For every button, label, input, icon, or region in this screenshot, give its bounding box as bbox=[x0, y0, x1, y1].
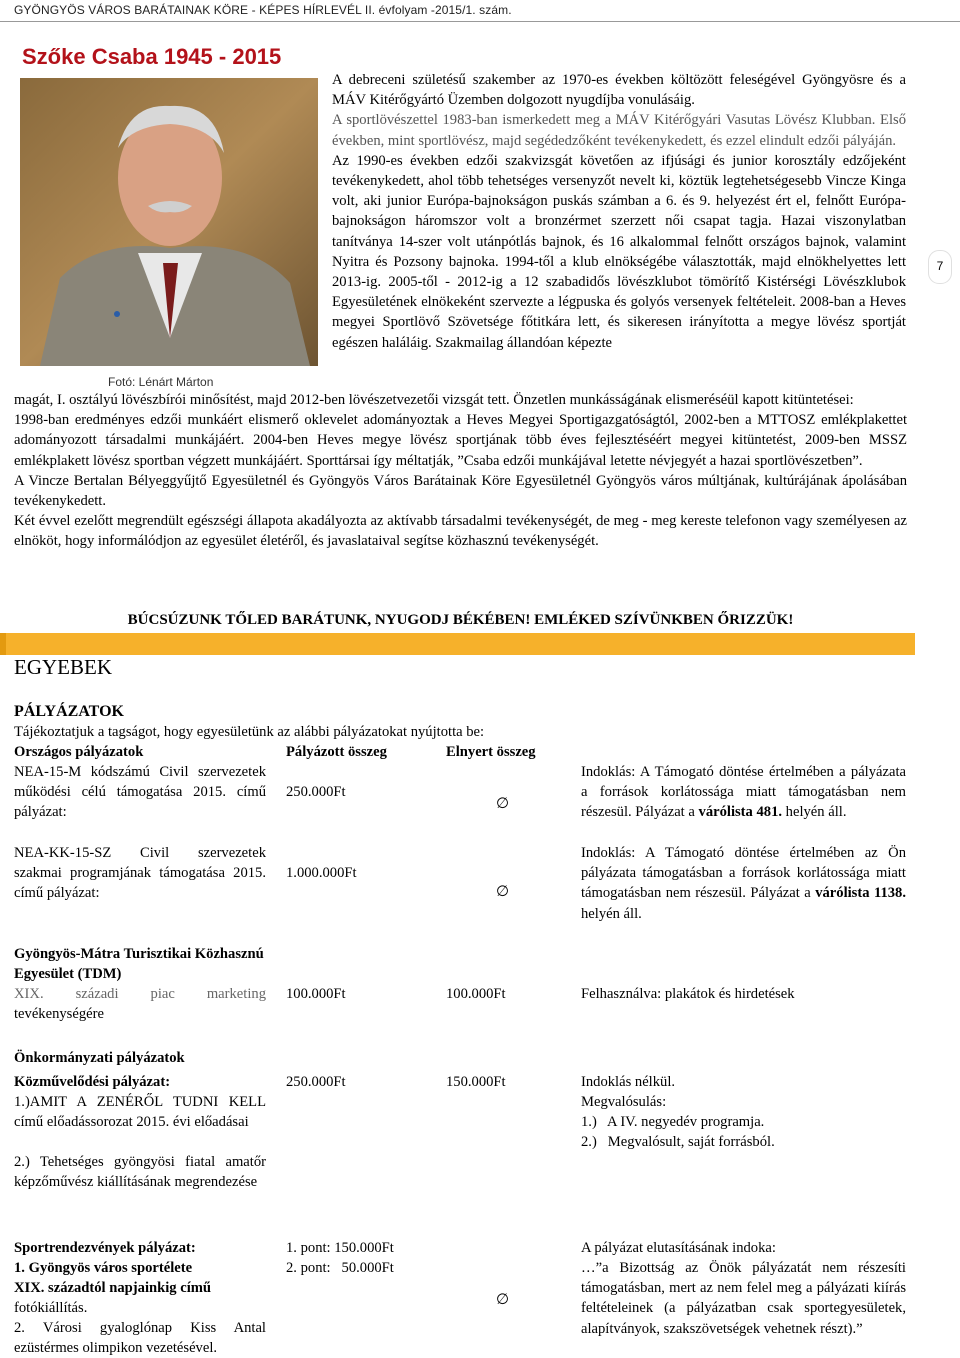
empty-set-icon: ∅ bbox=[496, 794, 510, 812]
biography-intro bbox=[332, 70, 906, 353]
grant-desc: tevékenységére bbox=[14, 1006, 104, 1022]
grant-note: Indoklás: A Támogató döntése értelmében a pályázata a források korlátossága miatt támogatásban nem részesül. Pályázat a várólista 481. helyén áll. bbox=[581, 764, 906, 821]
org-title: Gyöngyös-Mátra Turisztikai Közhasznú Egyesület (TDM) bbox=[14, 946, 264, 983]
newsletter-header: GYÖNGYÖS VÁROS BARÁTAINAK KÖRE - KÉPES HÍRLEVÉL II. évfolyam -2015/1. szám. bbox=[14, 3, 512, 17]
grant-desc: XIX. századi piac marketing bbox=[14, 986, 266, 1002]
grant-desc: NEA-15-M kódszámú Civil szervezetek működési célú támogatása 2015. című pályázat: bbox=[14, 764, 266, 821]
section-band bbox=[0, 633, 915, 655]
grant-desc: fotókiállítás. bbox=[14, 1300, 88, 1316]
grant-note: …”a Bizottság az Önök pályázatát nem részesíti támogatásban, mert az nem felel meg a pályázati kiírás feltételeinek (a pályázatban csak sportegyesületek, alapítványok, szakszövetségek vehetnek részt).” bbox=[581, 1260, 906, 1337]
bio-paragraph: 1998-ban eredményes edzői munkáért elismerő oklevelet adományoztak a Heves Megyei Sportigazgatóságtól, 2002-ben a MTTOSZ emlékplakettet adományozott társadalmi munkájáért. 2004-ben Heves megye lövész sportjának több éves fejlesztéséért megyei kitüntetést, 2009-ben MSSZ emlékplakett lövész sportban végzett munkájáért. Sporttársai így méltatják, ”Csaba edzői munkájával letette névjegyét a hazai sportlövészetben”. bbox=[14, 412, 907, 469]
bio-paragraph: A sportlövészettel 1983-ban ismerkedett meg a MÁV Kitérőgyári Vasutas Lövész Klubban. Első években, mint sportlövész, majd segédedzőként tevékenykedett, és ezzel elindult edzői pályáján. bbox=[332, 112, 906, 149]
grant-note: A pályázat elutasításának indoka: bbox=[581, 1240, 776, 1256]
header-divider bbox=[0, 21, 960, 22]
grant-note: Megvalósulás: bbox=[581, 1094, 667, 1110]
bio-paragraph: A debreceni születésű szakember az 1970-es években költözött feleségével Gyöngyösre és a MÁV Kitérőgyártó Üzemben dolgozott nyugdíjba vonulásáig. bbox=[332, 72, 906, 109]
grant-desc: 1. Gyöngyös város sportélete bbox=[14, 1260, 193, 1276]
grant-note: Indoklás: A Támogató döntése értelmében az Ön pályázata támogatásban a források korlátossága miatt támogatásban nem részesül. Pályázat a várólista 1138. helyén áll. bbox=[581, 845, 906, 922]
photo-credit: Fotó: Lénárt Márton bbox=[108, 375, 214, 389]
grant-title: Közművelődési pályázat: bbox=[14, 1074, 171, 1090]
grant-amount: 250.000Ft bbox=[286, 784, 346, 800]
col-header-national: Országos pályázatok bbox=[14, 744, 144, 760]
municipal-heading: Önkormányzati pályázatok bbox=[14, 1050, 185, 1066]
obituary-title: Szőke Csaba 1945 - 2015 bbox=[22, 44, 282, 69]
col-header-requested: Pályázott összeg bbox=[286, 744, 387, 760]
grant-desc: 2.) Tehetséges gyöngyösi fiatal amatőr képzőművész kiállításának megrendezése bbox=[14, 1154, 266, 1191]
palyazatok-intro: Tájékoztatjuk a tagságot, hogy egyesületünk az alábbi pályázatokat nyújtotta be: bbox=[14, 724, 485, 740]
bio-paragraph: magát, I. osztályú lövészbírói minősítést, majd 2012-ben lövészetvezetői vizsgát tett. Önzetlen munkásságának elismeréséül kapott kitüntetései: bbox=[14, 392, 854, 408]
biography-continued bbox=[14, 390, 907, 552]
grant-amount: 250.000Ft bbox=[286, 1074, 346, 1090]
col-header-won: Elnyert összeg bbox=[446, 744, 536, 760]
grant-won: 100.000Ft bbox=[446, 986, 506, 1002]
grant-desc: NEA-KK-15-SZ Civil szervezetek szakmai programjának támogatása 2015. című pályázat: bbox=[14, 845, 266, 902]
grant-amount: 100.000Ft bbox=[286, 986, 346, 1002]
bio-paragraph: A Vincze Bertalan Bélyeggyűjtő Egyesületnél és Gyöngyös Város Barátainak Köre Egyesületnél Gyöngyös város múltjának, kultúrájának ápolásában tevékenykedett. bbox=[14, 472, 907, 510]
grant-note: 2.) Megvalósult, saját forrásból. bbox=[581, 1134, 775, 1150]
grant-note: Felhasználva: plakátok és hirdetések bbox=[581, 986, 795, 1002]
farewell-line: BÚCSÚZUNK TŐLED BARÁTUNK, NYUGODJ BÉKÉBEN! EMLÉKED SZÍVÜNKBEN ŐRIZZÜK! bbox=[127, 612, 794, 628]
grant-amount: 2. pont: 50.000Ft bbox=[286, 1260, 394, 1276]
section-title: EGYEBEK bbox=[14, 655, 112, 679]
grant-note: 1.) A IV. negyedév programja. bbox=[581, 1114, 765, 1130]
page-number: 7 bbox=[925, 246, 955, 286]
palyazatok-heading: PÁLYÁZATOK bbox=[14, 703, 124, 720]
grant-won: 150.000Ft bbox=[446, 1074, 506, 1090]
grant-title: Sportrendezvények pályázat: bbox=[14, 1240, 196, 1256]
bio-paragraph: Az 1990-es években edzői szakvizsgát követően az ifjúsági és junior korosztály edzőjeként tevékenykedett, ahol több tehetséges versenyzőt nevelt ki, köztük legtehetségesebb Vincze Kinga volt, aki junior Európa-bajnokságon puskás számban a 6. és 9. helyezést ért el, felnőtt Európa-bajnokságon háromszor volt a bronzérmet szerzett női csapat tagja. Hazai viszonylatban tanítványa 14-szer volt utánpótlás bajnok, és 16 alkalommal felnőtt országos bajnok, valamint Nyitra és Pozsony bajnoka. 1994-től a klub elnökségébe választották, majd elnökhelyettes lett 2013-ig. 2005-től - 2012-ig a 12 szabadidős lövészklubot tömörítő Kistérségi Lövészklubok Egyesületének elnökeként szervezte a légpuska és golyós versenyek feltételeit. 2008-ban a Heves megyei Sportlövő Szövetsége főtitkára lett, és sikeresen irányította a megye lövész sportját egészen haláláig. Szakmailag állandóan képezte bbox=[332, 152, 906, 351]
empty-set-icon: ∅ bbox=[496, 882, 510, 900]
grant-desc: XIX. századtól napjainkig című bbox=[14, 1280, 212, 1296]
grant-amount: 1.000.000Ft bbox=[286, 865, 357, 881]
bio-paragraph: Két évvel ezelőtt megrendült egészségi állapota akadályozta az aktívabb társadalmi tevékenységét, de meg - meg kereste telefonon vagy személyesen az elnököt, hogy informálódjon az egyesület életéről, és javaslataival segítse közhasznú tevékenységét. bbox=[14, 513, 907, 550]
section-band-edge bbox=[0, 633, 6, 655]
empty-set-icon: ∅ bbox=[496, 1290, 510, 1308]
grant-note: Indoklás nélkül. bbox=[581, 1074, 676, 1090]
grant-desc: 1.)AMIT A ZENÉRŐL TUDNI KELL című előadássorozat 2015. évi előadásai bbox=[14, 1094, 266, 1131]
grant-desc: 2. Városi gyaloglónap Kiss Antal ezüstérmes olimpikon vezetésével. bbox=[14, 1320, 266, 1357]
grant-amount: 1. pont: 150.000Ft bbox=[286, 1240, 394, 1256]
portrait-photo bbox=[20, 78, 318, 366]
